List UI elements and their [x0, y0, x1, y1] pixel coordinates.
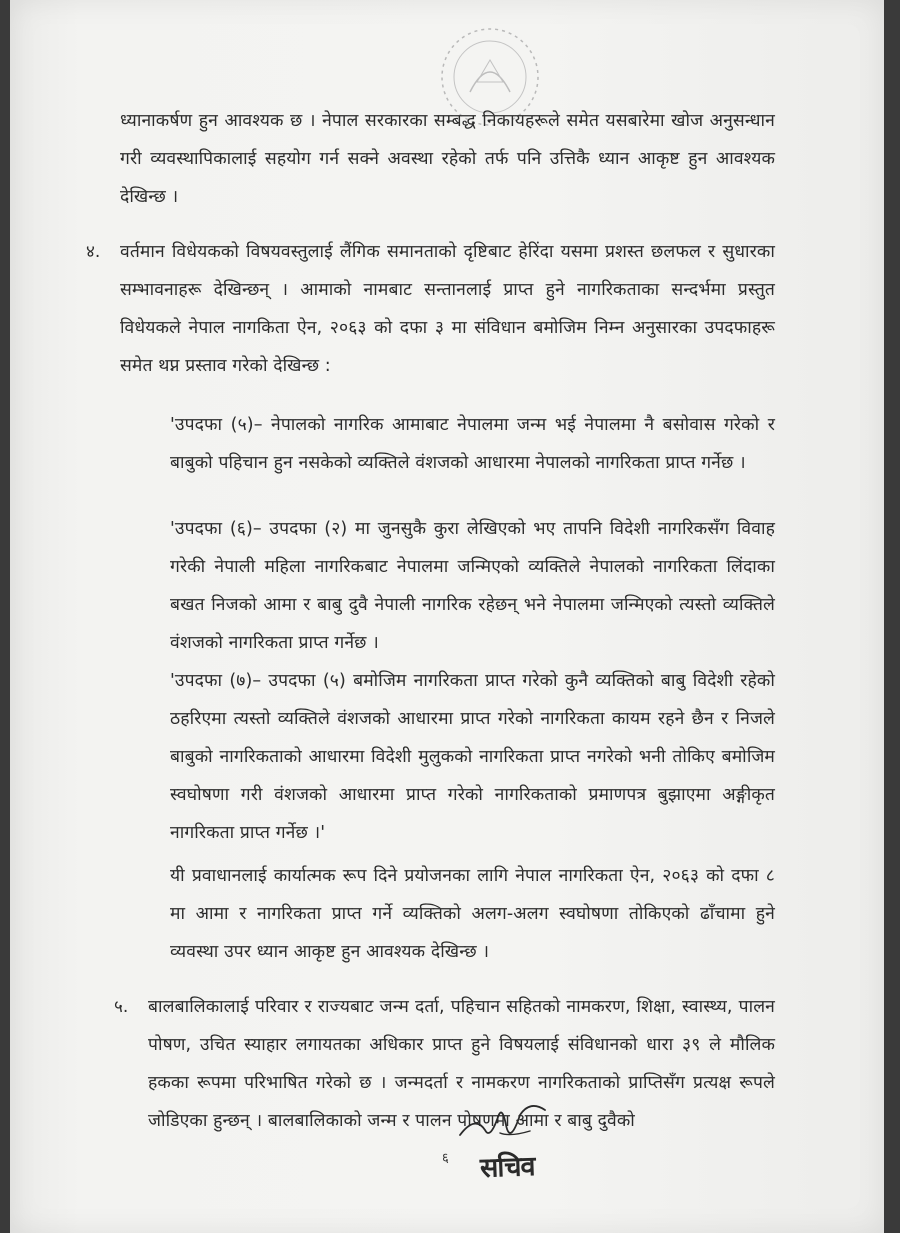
quote-subsection-7: 'उपदफा (७)– उपदफा (५) बमोजिम नागरिकता प्राप्त गरेको कुनै व्यक्तिको बाबु विदेशी रहेको ठहरिएमा त्यस्तो व्यक्तिले वंशजको आधारमा प्राप्त गरेको नागरिकता कायम रहने छैन र निजले बाबुको नागरिकताको आधारमा विदेशी मुलुकको नागरिकता प्राप्त नगरेको भनी तोकिए बमोजिम स्वघोषणा गरी वंशजको आधारमा प्राप्त गरेको नागरिकताको प्रमाणपत्र बुझाएमा अङ्गीकृत नागरिकता प्राप्त गर्नेछ ।' [170, 671, 775, 843]
document-page [10, 0, 884, 1233]
quote-subsection-5: 'उपदफा (५)– नेपालको नागरिक आमाबाट नेपालमा जन्म भई नेपालमा नै बसोवास गरेको र बाबुको पहिचान हुन नसकेको व्यक्तिले वंशजको आधारमा नेपालको नागरिकता प्राप्त गर्नेछ । [170, 415, 775, 473]
item-5-text: बालबालिकालाई परिवार र राज्यबाट जन्म दर्ता, पहिचान सहितको नामकरण, शिक्षा, स्वास्थ्य, पालन पोषण, उचित स्याहार लगायतका अधिकार प्राप्त हुने विषयलाई संविधानको धारा ३९ ले मौलिक हकका रूपमा परिभाषित गरेको छ । जन्मदर्ता र नामकरण नागरिकताको प्राप्तिसँग प्रत्यक्ष रूपले जोडिएका हुन्छन् । बालबालिकाको जन्म र पालन पोषणमा आमा र बाबु दुवैको [148, 997, 775, 1131]
signature-icon [450, 1095, 560, 1155]
item-5-number: ५. [114, 997, 129, 1017]
page-number: ६ [442, 1151, 449, 1166]
item-4-text: वर्तमान विधेयकको विषयवस्तुलाई लैंगिक समानताको दृष्टिबाट हेरिंदा यसमा प्रशस्त छलफल र सुधारका सम्भावनाहरू देखिन्छन् । आमाको नामबाट सन्तानलाई प्राप्त हुने नागरिकताका सन्दर्भमा प्रस्तुत विधेयकले नेपाल नागकिता ऐन, २०६३ को दफा ३ मा संविधान बमोजिम निम्न अनुसारका उपदफाहरू समेत थप्न प्रस्ताव गरेको देखिन्छ : [120, 242, 775, 376]
paragraph-provisions: यी प्रवाधानलाई कार्यात्मक रूप दिने प्रयोजनका लागि नेपाल नागरिकता ऐन, २०६३ को दफा ८ मा आमा र नागरिकता प्राप्त गर्ने व्यक्तिको अलग-अलग स्वघोषणा तोकिएको ढाँचामा हुने व्यवस्था उपर ध्यान आकृष्ट हुन आवश्यक देखिन्छ । [170, 866, 775, 962]
paragraph-intro: ध्यानाकर्षण हुन आवश्यक छ । नेपाल सरकारका सम्बद्ध निकायहरूले समेत यसबारेमा खोज अनुसन्धान गरी व्यवस्थापिकालाई सहयोग गर्न सक्ने अवस्था रहेको तर्फ पनि उत्तिकै ध्यान आकृष्ट हुन आवश्यक देखिन्छ । [120, 111, 775, 207]
secretary-stamp: सचिव [479, 1151, 536, 1184]
item-4-number: ४. [86, 242, 101, 262]
quote-subsection-6: 'उपदफा (६)– उपदफा (२) मा जुनसुकै कुरा लेखिएको भए तापनि विदेशी नागरिकसँग विवाह गरेकी नेपाली महिला नागरिकबाट नेपालमा जन्मिएको व्यक्तिले नेपालको नागरिकता लिंदाका बखत निजको आमा र बाबु दुवै नेपाली नागरिक रहेछन् भने नेपालमा जन्मिएको त्यस्तो व्यक्तिले वंशजको नागरिकता प्राप्त गर्नेछ । [170, 519, 775, 653]
